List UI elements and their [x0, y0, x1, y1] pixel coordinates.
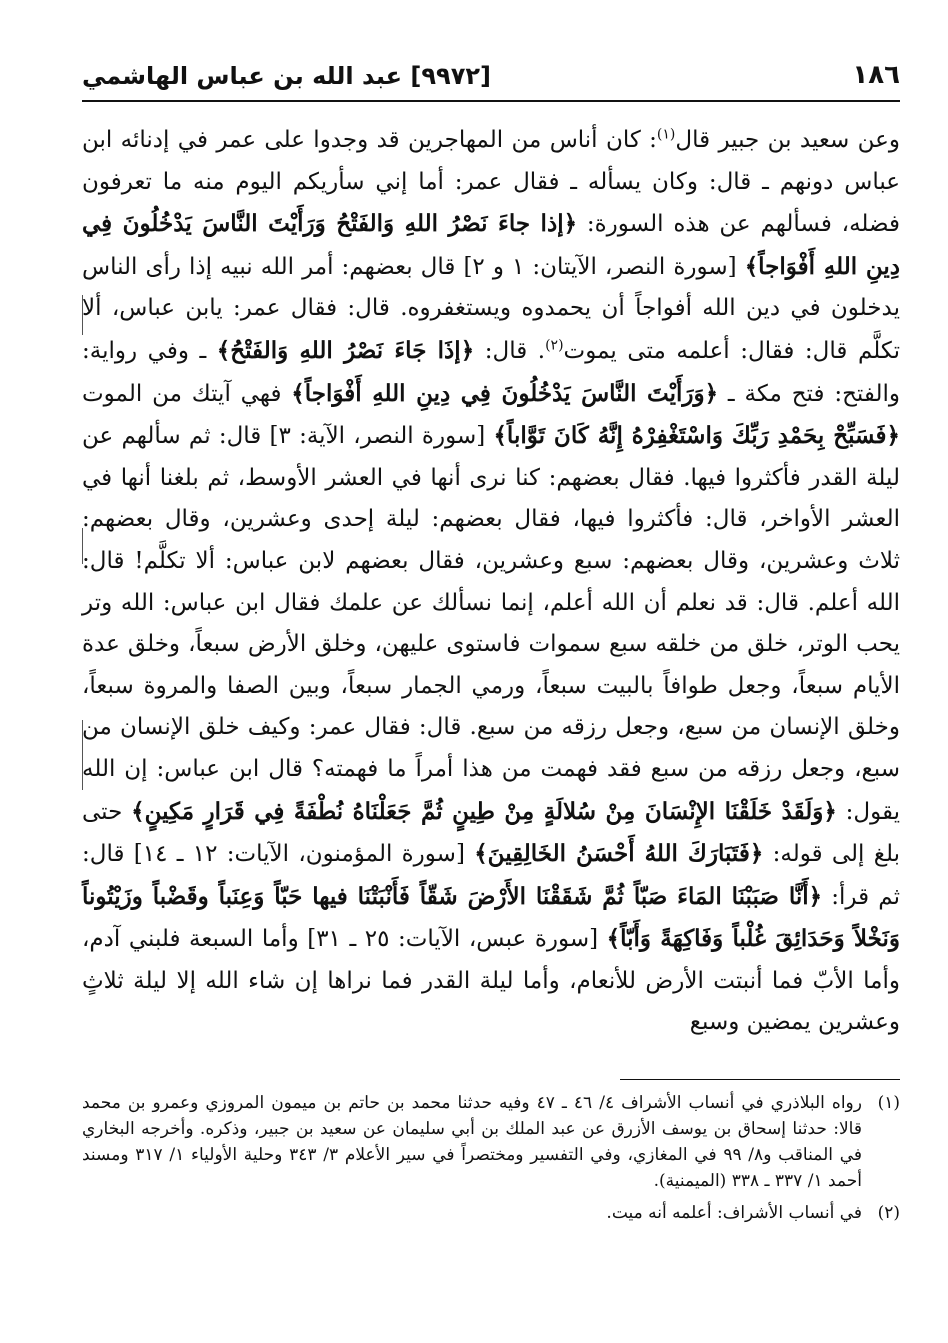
main-text	[82, 120, 900, 1044]
text-segment: : كان أناس من المهاجرين قد وجدوا على عمر في إدنائه ابن عباس دونهم ـ قال: وكان يسأله ـ فقال عمر: أما إني سأريكم اليوم منه ما تعرفون فضله، فسألهم عن هذه السورة:	[82, 127, 900, 238]
text-segment: [سورة النصر، الآية: ٣] قال: ثم سألهم عن ليلة القدر فأكثروا فيها. فقال بعضهم: كنا نرى أنها في العشر الأوسط، ثم بلغنا أنها في العشر الأواخر، قال: فأكثروا فيها، فقال بعضهم: ليلة إحدى وعشرين، وقال بعضهم: ثلاث وعشرين، وقال بعضهم: سبع وعشرين، فقال بعضهم لابن عباس: ألا تكلَّم! قال: الله أعلم. قال: قد نعلم أن الله أعلم، إنما نسألك عن علمك فقال ابن عباس: الله وتر يحب الوتر، خلق من خلقه سبع سموات فاستوى عليهن، وخلق الأرض سبعاً، وخلق عدة الأيام سبعاً، وجعل طوافاً بالبيت سبعاً، ورمي الجمار سبعاً، وبين الصفا والمروة سبعاً، وخلق الإنسان من سبع، وجعل رزقه من سبع. قال: فقال عمر: وكيف خلق الإنسان من سبع، وجعل رزقه من سبع فقد فهمت من هذا أمراً ما فهمته؟ قال ابن عباس: إن الله يقول:	[82, 423, 900, 825]
footnote-text: رواه البلاذري في أنساب الأشراف ٤/ ٤٦ ـ ٤٧ وفيه حدثنا محمد بن حاتم بن ميمون المروزي وعمرو بن محمد قالا: حدثنا إسحاق بن يوسف الأزرق عن عبد الملك بن أبي سليمان عن سعيد بن جبير، وذكره. وأخرجه البخاري في المناقب و٨/ ٩٩ في المغازي، وفي التفسير ومختصراً في سير الأعلام ٣/ ٣٤٣ وحلية الأولياء ١/ ٣١٧ ومسند أحمد ١/ ٣٣٧ ـ ٣٣٨ (الميمنية).	[82, 1093, 862, 1191]
quran-verse: ﴿فَتَبَارَكَ اللهُ أَحْسَنُ الخَالِقِينَ﴾	[474, 840, 764, 868]
text-segment: حتى بلغ إلى قوله:	[82, 798, 900, 868]
quran-verse: ﴿وَرَأَيْتَ النَّاسَ يَدْخُلُونَ فِي دِينِ اللهِ أَفْوَاجاً﴾	[291, 379, 719, 407]
running-title: [٩٩٧٢] عبد الله بن عباس الهاشمي	[82, 62, 491, 90]
footnote-number: (٢)	[877, 1203, 900, 1223]
text-segment: [سورة النصر، الآيتان: ١ و ٢] قال بعضهم: أمر الله نبيه إذا رأى الناس يدخلون في دين الله أفواجاً أن يحمدوه ويستغفروه. قال: فقال عمر: يابن عباس، ألا تكلَّم قال: فقال: أعلمه متى يموت	[82, 253, 900, 364]
text-segment: وعن سعيد بن جبير قال	[675, 127, 900, 153]
text-segment: . قال:	[474, 337, 546, 364]
footnote-divider	[620, 1079, 900, 1080]
main-paragraph	[82, 120, 900, 1044]
quran-verse: ﴿أَنَّا صَبَبْنَا المَاءَ صَبّاً ثُمَّ شَقَقْنَا الأَرْضَ شَقّاً فَأَنْبَتْنَا فيها حَبّاً وَعِنَباً وقَضْباً وزَيْتُوناً وَنَخْلاً وَحَدَائِقَ غُلْباً وَفَاكِهَةً وَأَبّاً﴾	[82, 882, 900, 953]
quran-verse: ﴿وَلَقَدْ خَلَقْنَا الإِنْسَانَ مِنْ سُلالَةٍ مِنْ طِينٍ ثُمَّ جَعَلْنَاهُ نُطْفَةً فِي قَرَارٍ مَكِينٍ﴾	[131, 797, 837, 825]
page-header	[82, 58, 900, 98]
quran-verse: ﴿فَسَبِّحْ بِحَمْدِ رَبِّكَ وَاسْتَغْفِرْهُ إِنَّهُ كَانَ تَوَّاباً﴾	[493, 422, 900, 450]
footnotes	[82, 1090, 900, 1232]
text-segment: ـ وفي رواية: والفتح: فتح مكة ـ	[82, 337, 900, 407]
page-number: ١٨٦	[852, 60, 900, 90]
footnote-ref-1: (١)	[656, 126, 676, 143]
footnote-number: (١)	[877, 1093, 900, 1113]
text-segment: فهي آيتك من الموت	[82, 380, 292, 407]
quran-verse: ﴿إذا جاءَ نَصْرُ اللهِ وَالفَتْحُ وَرَأَيْتَ النَّاسَ يَدْخُلُونَ فِي دِينِ اللهِ أَفْوَاجاً﴾	[82, 210, 901, 280]
footnote-text: في أنساب الأشراف: أعلمه أنه ميت.	[606, 1203, 862, 1223]
text-segment: [سورة المؤمنون، الآيات: ١٢ ـ ١٤] قال: ثم قرأ:	[82, 841, 901, 910]
text-segment: [سورة عبس، الآيات: ٢٥ ـ ٣١] وأما السبعة فلبني آدم، وأما الأبّ فما أنبتت الأرض للأنعام، وأما ليلة القدر فما نراها إن شاء الله إلا ليلة ثلاثٍ وعشرين يمضين وسبع	[82, 926, 900, 1036]
quran-verse: ﴿إذَا جَاءَ نَصْرُ اللهِ وَالفَتْحُ﴾	[216, 336, 475, 364]
header-divider	[82, 100, 900, 102]
footnote-ref-2: (٢)	[545, 337, 564, 354]
footnote-2	[82, 1200, 900, 1226]
footnote-1	[82, 1090, 900, 1194]
